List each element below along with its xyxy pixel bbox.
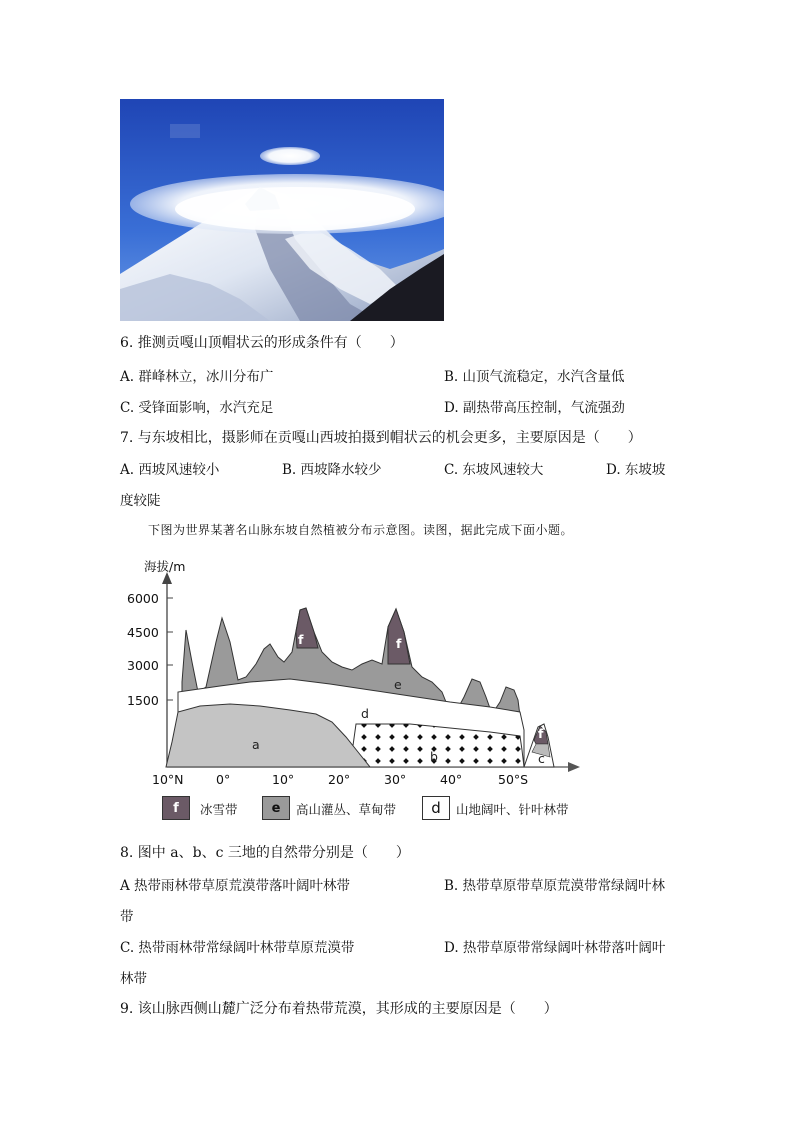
question-6-option-d: D. 副热带高压控制，气流强劲 (444, 400, 625, 416)
legend-label-e: 高山灌丛、草甸带 (296, 802, 397, 817)
question-6-stem: 6. 推测贡嘎山顶帽状云的形成条件有（ ） (120, 335, 404, 351)
question-6-option-b: B. 山顶气流稳定，水汽含量低 (444, 369, 625, 385)
legend-label-f: 冰雪带 (200, 802, 238, 817)
question-7-option-b: B. 西坡降水较少 (282, 462, 382, 478)
question-9-stem: 9. 该山脉西侧山麓广泛分布着热带荒漠，其形成的主要原因是（ ） (120, 1001, 558, 1017)
question-6-option-c: C. 受锋面影响，水汽充足 (120, 400, 274, 416)
question-8-stem: 8. 图中 a、b、c 三地的自然带分别是（ ） (120, 845, 410, 861)
y-axis-title: 海拔/m (144, 559, 186, 574)
zone-label-b: b (430, 749, 438, 764)
x-tick-10N: 10°N (152, 772, 184, 787)
x-tick-10: 10° (272, 772, 295, 787)
question-8-option-a: A 热带雨林带草原荒漠带落叶阔叶林带 (120, 878, 351, 894)
x-tick-20: 20° (328, 772, 351, 787)
y-tick-3000: 3000 (127, 658, 159, 673)
question-7-option-d-cont: 度较陡 (120, 493, 161, 509)
y-tick-6000: 6000 (127, 591, 159, 606)
question-8-option-d: D. 热带草原带常绿阔叶林带落叶阔叶 (444, 940, 666, 956)
question-8-option-b: B. 热带草原带草原荒漠带常绿阔叶林 (444, 878, 666, 894)
zone-label-f3: f (538, 726, 544, 741)
question-7-option-c: C. 东坡风速较大 (444, 462, 544, 478)
zone-label-e: e (394, 677, 402, 692)
y-tick-4500: 4500 (127, 625, 159, 640)
question-8-option-c: C. 热带雨林带常绿阔叶林带草原荒漠带 (120, 940, 355, 956)
x-tick-30: 30° (384, 772, 407, 787)
legend-swatch-e: e (262, 796, 290, 820)
x-tick-0: 0° (216, 772, 231, 787)
zone-label-a: a (252, 737, 260, 752)
legend-swatch-f: f (162, 796, 190, 820)
zone-label-c: c (538, 751, 545, 766)
question-8-option-d-cont: 林带 (120, 971, 147, 987)
zone-label-f2: f (396, 636, 402, 651)
diagram-intro: 下图为世界某著名山脉东坡自然植被分布示意图。读图，据此完成下面小题。 (148, 523, 574, 537)
question-7-option-a: A. 西坡风速较小 (120, 462, 220, 478)
x-tick-40: 40° (440, 772, 463, 787)
legend-swatch-d: d (422, 796, 450, 820)
question-6-option-a: A. 群峰林立，冰川分布广 (120, 369, 274, 385)
question-7-option-d: D. 东坡坡 (606, 462, 666, 478)
y-tick-1500: 1500 (127, 693, 159, 708)
vegetation-profile-svg (120, 552, 590, 832)
question-8-option-b-cont: 带 (120, 909, 134, 925)
mountain-cap-cloud-image (120, 99, 444, 321)
legend-label-d: 山地阔叶、针叶林带 (456, 802, 569, 817)
zone-label-d: d (361, 706, 369, 721)
x-tick-50S: 50°S (498, 772, 529, 787)
zone-label-f1: f (298, 632, 304, 647)
vegetation-profile-diagram (120, 552, 590, 832)
mountain-photo (120, 99, 444, 321)
question-7-stem: 7. 与东坡相比，摄影师在贡嘎山西坡拍摄到帽状云的机会更多，主要原因是（ ） (120, 430, 642, 446)
